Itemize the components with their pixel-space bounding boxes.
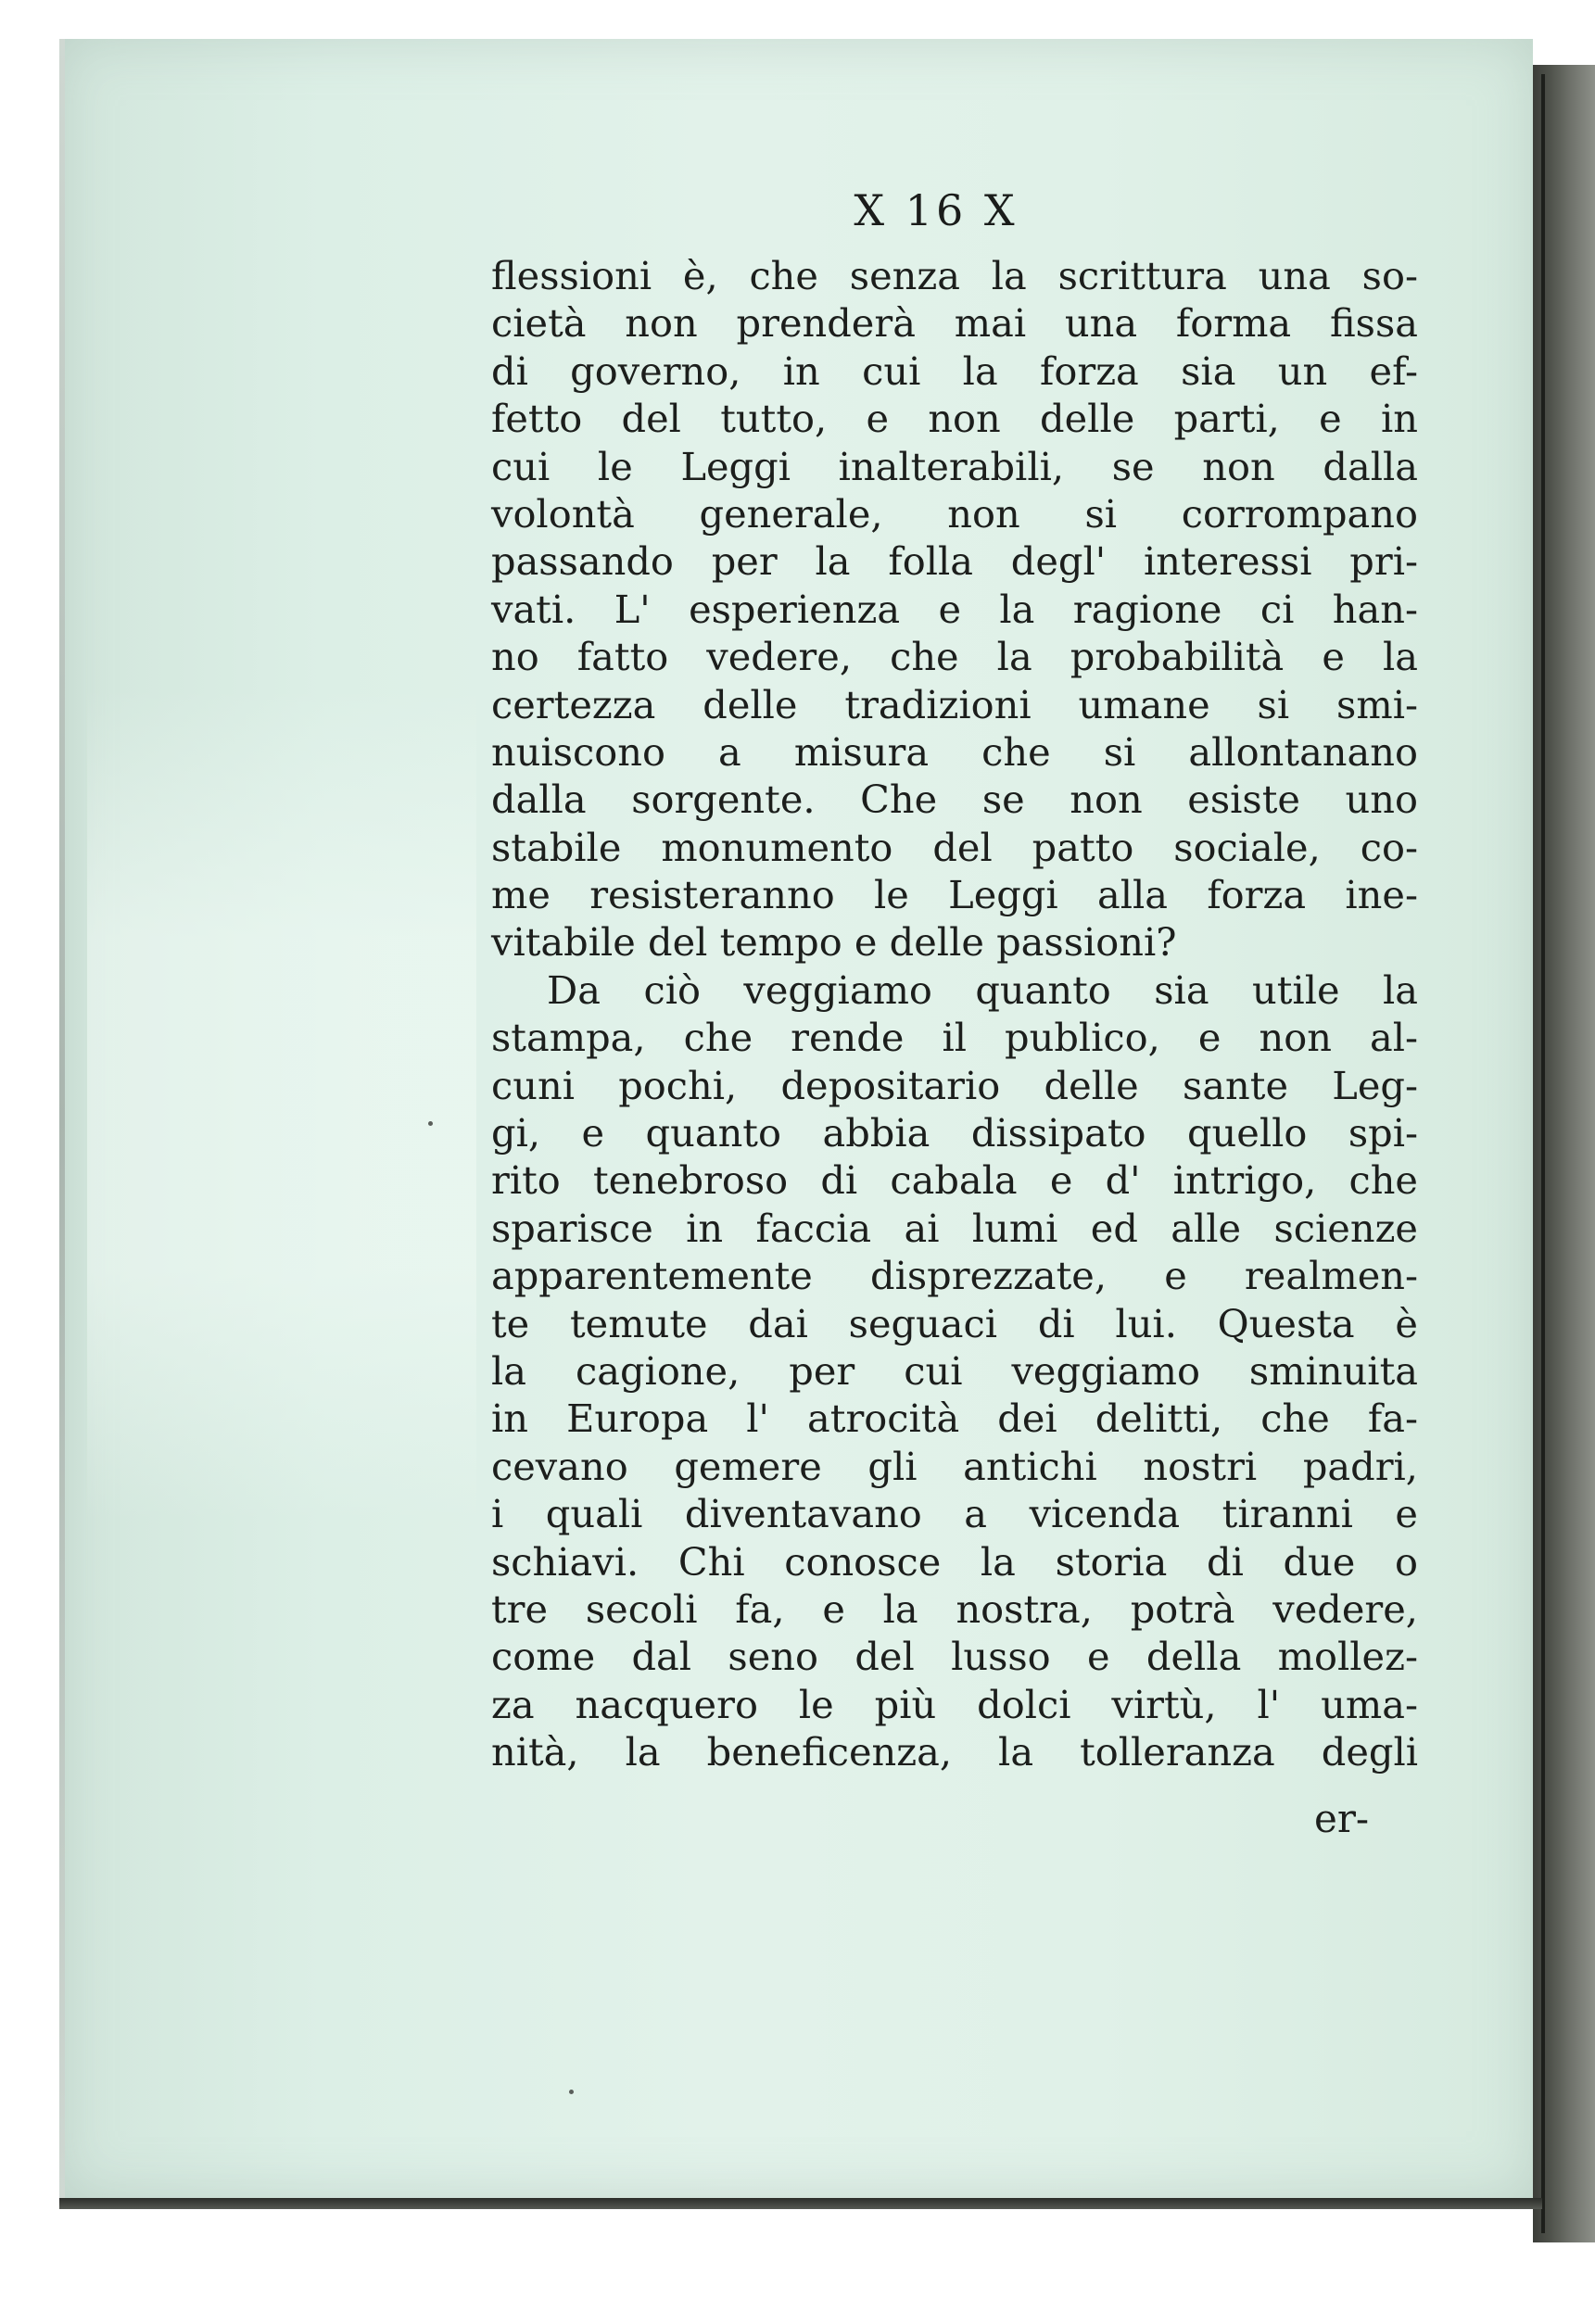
text-line: gi, e quanto abbia dissipato quello spi-: [491, 1110, 1418, 1156]
text-line: volontà generale, non si corrompano: [491, 490, 1418, 537]
text-line: i quali diventavano a vicenda tiranni e: [491, 1491, 1418, 1537]
text-line: in Europa l' atrocità dei delitti, che fa-: [491, 1396, 1418, 1442]
body-text: [491, 252, 1418, 1776]
text-line: passando per la folla degl' interessi pri-: [491, 538, 1418, 585]
text-line: certezza delle tradizioni umane si smi-: [491, 681, 1418, 727]
text-line: cui le Leggi inalterabili, se non dalla: [491, 443, 1418, 489]
text-line: la cagione, per cui veggiamo sminuita: [491, 1347, 1418, 1394]
text-line: schiavi. Chi conosce la storia di due o: [491, 1538, 1418, 1585]
text-line: dalla sorgente. Che se non esiste uno: [491, 777, 1418, 823]
text-line: sparisce in faccia ai lumi ed alle scienze: [491, 1205, 1418, 1251]
text-line: stampa, che rende il publico, e non al-: [491, 1015, 1418, 1061]
text-line: nuiscono a misura che si allontanano: [491, 728, 1418, 775]
text-line: te temute dai seguaci di lui. Questa è: [491, 1300, 1418, 1346]
text-line: me resisteranno le Leggi alla forza ine-: [491, 872, 1418, 918]
text-line: cevano gemere gli antichi nostri padri,: [491, 1443, 1418, 1489]
text-line: no fatto vedere, che la probabilità e la: [491, 634, 1418, 680]
catchword: er-: [1314, 1796, 1370, 1841]
text-line: rito tenebroso di cabala e d' intrigo, che: [491, 1157, 1418, 1204]
text-line: cuni pochi, depositario delle sante Leg-: [491, 1062, 1418, 1108]
text-line: za nacquero le più dolci virtù, l' uma-: [491, 1681, 1418, 1727]
text-line: vati. L' esperienza e la ragione ci han-: [491, 586, 1418, 632]
text-line: come dal seno del lusso e della mollez-: [491, 1634, 1418, 1680]
ink-speck: [428, 1121, 433, 1126]
text-line: stabile monumento del patto sociale, co-: [491, 824, 1418, 870]
text-line: cietà non prenderà mai una forma fissa: [491, 300, 1418, 347]
text-line: vitabile del tempo e delle passioni?: [491, 919, 1177, 966]
running-head: X 16 X: [854, 185, 1019, 235]
scan-smear: [87, 688, 476, 1522]
paragraph-first-line: Da ciò veggiamo quanto sia utile la: [547, 966, 1418, 1013]
page-left-edge: [59, 39, 65, 2198]
text-line: di governo, in cui la forza sia un ef-: [491, 347, 1418, 394]
ink-speck: [569, 2090, 574, 2094]
text-line: flessioni è, che senza la scrittura una so-: [491, 253, 1418, 298]
text-line: tre secoli fa, e la nostra, potrà vedere,: [491, 1585, 1418, 1632]
text-line: fetto del tutto, e non delle parti, e in: [491, 396, 1418, 442]
text-line: nità, la beneficenza, la tolleranza degli: [491, 1729, 1418, 1775]
binding-line: [1541, 74, 1545, 2233]
bottom-shadow: [59, 2198, 1542, 2209]
text-line: apparentemente disprezzate, e realmen-: [491, 1253, 1418, 1299]
